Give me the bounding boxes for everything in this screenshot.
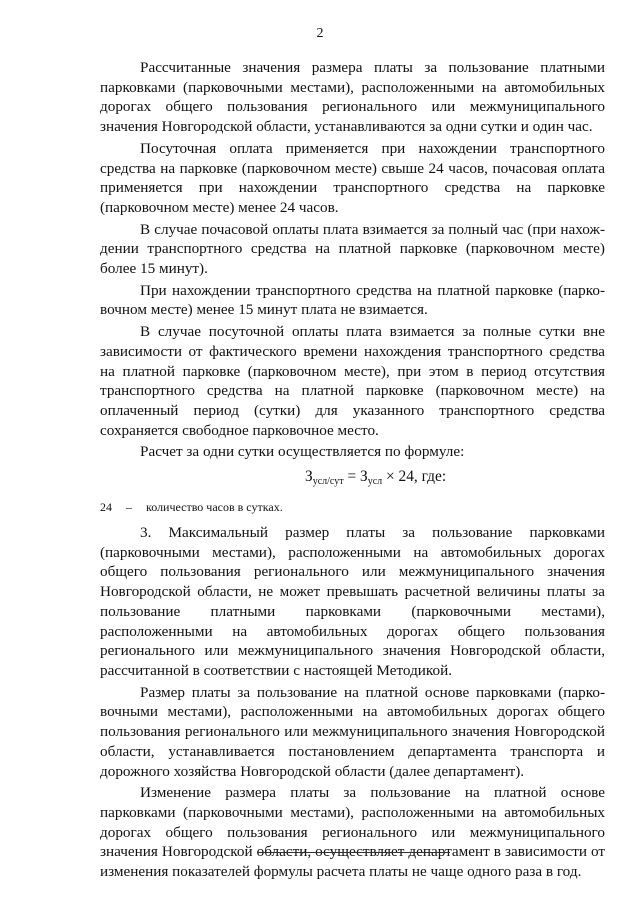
formula-lhs-subscript: усл/сут [312,476,344,488]
paragraph-formula-intro: Расчет за одни сутки осуществляется по формуле: [140,443,465,461]
paragraph-free-15-min: При нахождении транспортного средства на платной парковке (парковочном месте) менее 15 минут плата не взимается. [100,281,605,319]
paragraph-max-fee: 3. Максимальный размер платы за пользование парковками (парковочными местами), расположенными на автомобильных дорогах общего пользования регионального или межмуниципального значения Новгородской области, не может превышать расчетной величины платы за пользование платными парковками (парковочными местами), расположенными на автомобильных дорогах общего пользования регионального или межмуниципального значения Новгородской области, рассчитанной в соответствии с настоящей Методикой. [100,524,605,679]
formula-rhs-rest: × 24, где: [382,468,447,486]
paragraph-fee-set-by-department: Размер платы за пользование на платной основе парковками (парковочными местами), расположенными на автомобильных дорогах общего пользования регионального или межмуниципального значения Новгородской области, устанавливается постановлением департамента транспорта и дорожного хозяйства Новгородской области (далее департамент). [100,683,605,780]
paragraph-daily-rule: В случае посуточной оплаты плата взимается за полные сутки вне зависимости от фактического времени нахождения транспортного средства на платной парковке (парковочном месте), при этом в период отсутствия транспортного средства на платной парковке (парковочном месте) на оплаченный период (сутки) для указанного транспортного средства сохраняется свободное парковочное место. [100,323,605,439]
closing-rule-line [257,852,450,853]
formula-rhs-base: З [360,468,368,486]
paragraph-rates-duration: Рассчитанные значения размера платы за пользование платными парковками (парковочными местами), расположенными на автомобильных дорогах общего пользования регионального или межмуниципального значения Новгородской области, устанавливаются за одни сутки и один час. [100,59,605,136]
formula-legend [100,499,605,515]
document-body [100,58,605,884]
legend-dash: – [126,500,132,515]
legend-text: количество часов в сутках. [146,500,283,515]
page-number: 2 [316,26,324,41]
legend-symbol: 24 [100,500,112,515]
formula-lhs-base: З [305,468,313,486]
paragraph-hourly-rule: В случае почасовой оплаты плата взимается за полный час (при нахождении транспортного средства на платной парковке (парковочном месте) более 15 минут). [100,220,605,278]
paragraph-fee-change: Изменение размера платы за пользование на платной основе парковками (парковочными местами), расположенными на автомобильных дорогах общего пользования регионального или межмуниципального значения Новгородской области, осуществляет департамент в зависимости от изменения показателей формулы расчета платы не чаще одного раза в год. [100,784,605,881]
daily-rate-formula [100,466,605,493]
formula-equals: = [343,468,360,486]
paragraph-daily-hourly: Посуточная оплата применяется при нахождении транспортного средства на парковке (парковочном месте) свыше 24 часов, почасовая оплата применяется при нахождении транспортного средства на парковке (парковочном месте) менее 24 часов. [100,139,605,216]
formula-rhs-subscript: усл [367,476,383,488]
